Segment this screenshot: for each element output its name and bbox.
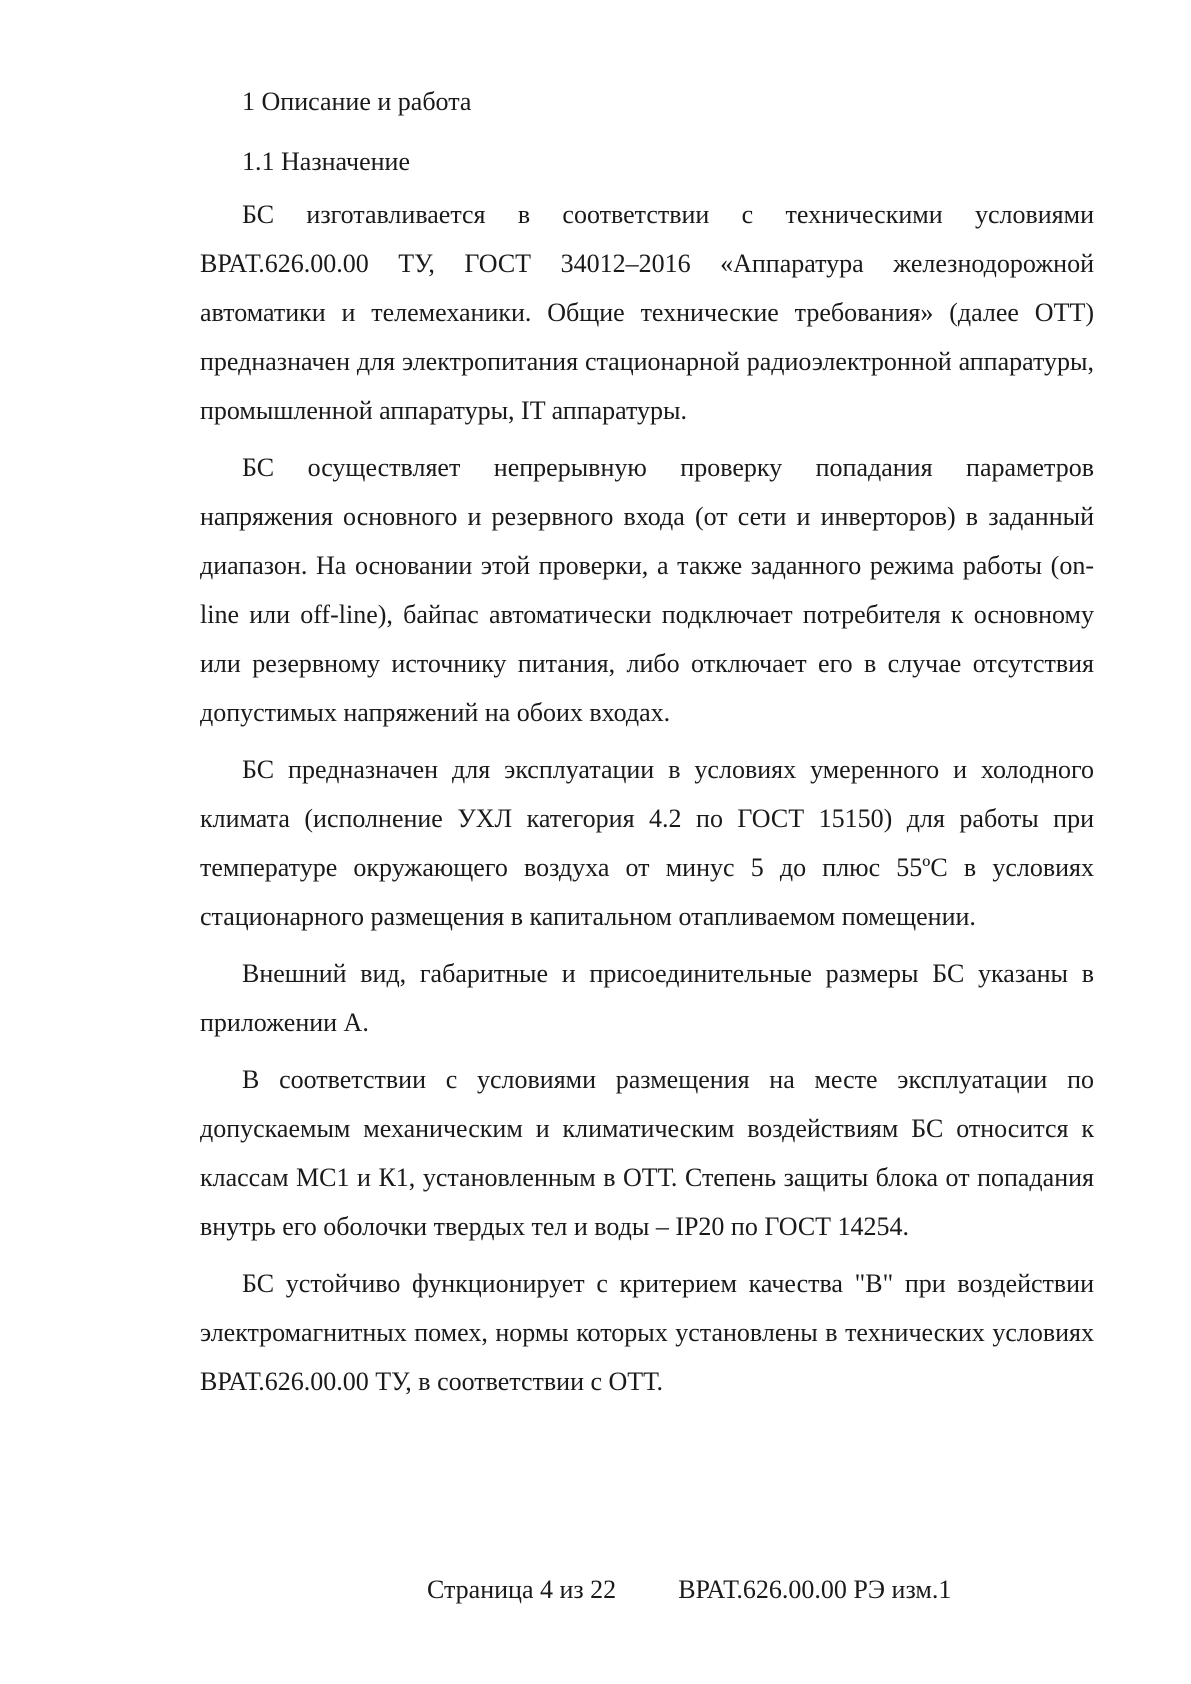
section-title: 1 Описание и работа (242, 87, 472, 116)
page-number: Страница 4 из 22 (427, 1575, 617, 1604)
paragraph-emc: БС устойчиво функционирует с критерием качества "В" при воздействии электромагнитных помех, нормы которых установлены в технических условиях ВРАТ.626.00.00 ТУ, в соответствии с ОТТ. (200, 1269, 1094, 1396)
paragraph-voltage-check: БС осуществляет непрерывную проверку попадания параметров напряжения основного и резервного входа (от сети и инверторов) в заданный диапазон. На основании этой проверки, а также заданного режима работы (on-line или off-line), байпас автоматически подключает потребителя к основному или резервному источнику питания, либо отключает его в случае отсутствия допустимых напряжений на обоих входах. (200, 453, 1094, 727)
document-body (200, 82, 1094, 1414)
page-footer (427, 1570, 951, 1610)
document-code: ВРАТ.626.00.00 РЭ изм.1 (678, 1575, 952, 1604)
paragraph-climate: БС предназначен для эксплуатации в условиях умеренного и холодного климата (исполнение УХЛ категория 4.2 по ГОСТ 15150) для работы при температуре окружающего воздуха от минус 5 до плюс 55ºС в условиях стационарного размещения в капитальном отапливаемом помещении. (200, 755, 1094, 931)
paragraph-purpose: БС изготавливается в соответствии с техническими условиями ВРАТ.626.00.00 ТУ, ГОСТ 34012–2016 «Аппаратура железнодорожной автоматики и телемеханики. Общие технические требования» (далее ОТТ) предназначен для электропитания стационарной радиоэлектронной аппаратуры, промышленной аппаратуры, IT аппаратуры. (200, 200, 1094, 425)
paragraph-classes: В соответствии с условиями размещения на месте эксплуатации по допускаемым механическим и климатическим воздействиям БС относится к классам МС1 и К1, установленным в ОТТ. Степень защиты блока от попадания внутрь его оболочки твердых тел и воды – IP20 по ГОСТ 14254. (200, 1065, 1094, 1241)
subsection-title: 1.1 Назначение (242, 147, 410, 176)
paragraph-appearance: Внешний вид, габаритные и присоединительные размеры БС указаны в приложении А. (200, 959, 1094, 1037)
